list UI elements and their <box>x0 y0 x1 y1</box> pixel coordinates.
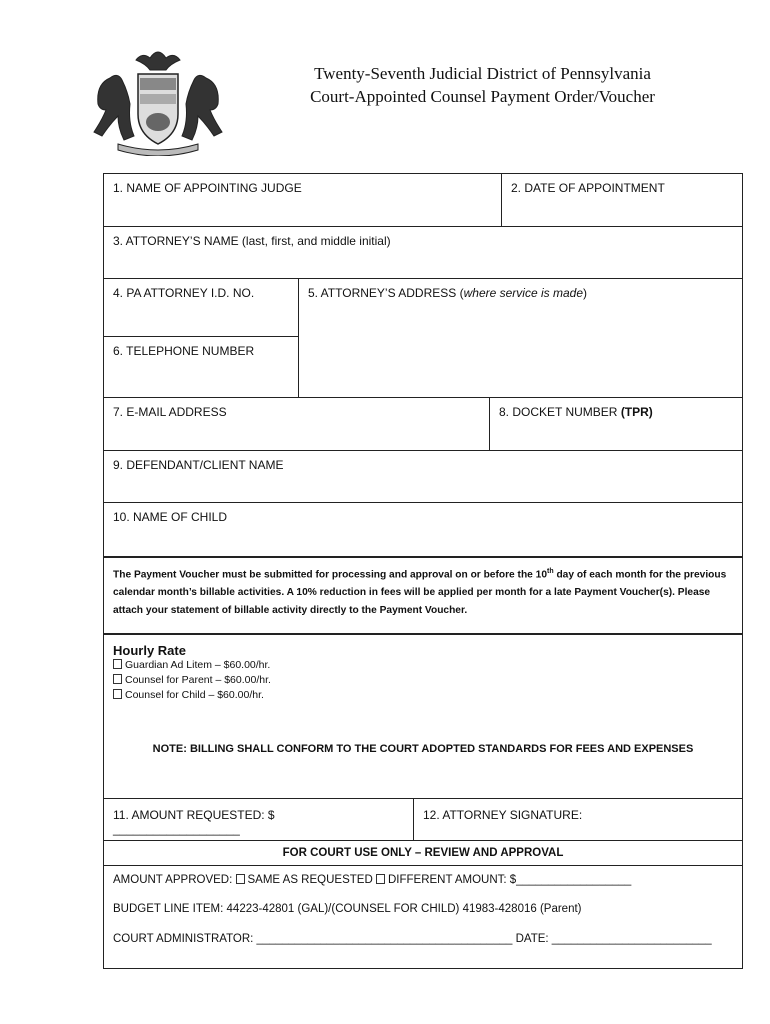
billing-note: NOTE: BILLING SHALL CONFORM TO THE COURT ADOPTED STANDARDS FOR FEES AND EXPENSES <box>152 743 694 755</box>
rate-label: Counsel for Parent – $60.00/hr. <box>125 674 271 686</box>
approved-label: AMOUNT APPROVED: <box>113 874 233 886</box>
field-label: 10. NAME OF CHILD <box>113 510 228 524</box>
notice-part-2: day of each month for the previous calendar month’s billable activities. A 10% reduction in fees will be applied per month for a late Payment Voucher(s). Please attach your statement of billable activity directly to the Payment Voucher. <box>113 569 727 617</box>
rate-parent[interactable] <box>113 673 733 688</box>
field-label-bold: (TPR) <box>620 405 653 419</box>
checkbox-icon[interactable] <box>113 659 122 669</box>
field-label: 5. ATTORNEY’S ADDRESS ( <box>308 286 464 300</box>
header-line-1: Twenty-Seventh Judicial District of Pennsylvania <box>314 64 651 83</box>
hourly-rate-section <box>104 635 742 798</box>
checkbox-icon[interactable] <box>113 689 122 699</box>
field-label: 1. NAME OF APPOINTING JUDGE <box>113 181 302 195</box>
budget-line-item: BUDGET LINE ITEM: 44223-42801 (GAL)/(COUNSEL FOR CHILD) 41983-428016 (Parent) <box>113 903 582 915</box>
court-use-title: FOR COURT USE ONLY – REVIEW AND APPROVAL <box>282 847 564 859</box>
field-label-end: ) <box>583 286 587 300</box>
field-attorney-address[interactable] <box>299 279 742 397</box>
header-line-2: Court-Appointed Counsel Payment Order/Voucher <box>310 87 655 106</box>
notice-superscript: th <box>547 568 554 575</box>
field-label-italic: where service is made <box>463 286 583 300</box>
field-label: 6. TELEPHONE NUMBER <box>113 344 255 358</box>
field-amount-requested[interactable] <box>104 799 414 840</box>
field-appointing-judge[interactable] <box>104 174 502 226</box>
checkbox-icon[interactable] <box>236 874 245 884</box>
field-label: 11. AMOUNT REQUESTED: $ ___________________ <box>113 808 275 836</box>
field-attorney-name[interactable] <box>104 227 742 278</box>
field-defendant-name[interactable] <box>104 451 742 502</box>
document-header <box>250 62 715 108</box>
field-label: 2. DATE OF APPOINTMENT <box>511 181 665 195</box>
field-docket-number[interactable] <box>490 398 742 450</box>
field-label: 12. ATTORNEY SIGNATURE: <box>423 808 583 822</box>
notice-part-1: The Payment Voucher must be submitted for processing and approval on or before the 10 <box>113 569 547 581</box>
field-attorney-id[interactable] <box>104 279 298 337</box>
court-administrator-line: COURT ADMINISTRATOR: ________________________________________ DATE: _________________________ <box>113 933 712 945</box>
submission-notice <box>104 558 742 633</box>
field-email[interactable] <box>104 398 490 450</box>
field-label: 8. DOCKET NUMBER <box>499 405 621 419</box>
field-label: 3. ATTORNEY’S NAME (last, first, and middle initial) <box>113 234 391 248</box>
voucher-form <box>103 173 743 969</box>
rate-child[interactable] <box>113 688 733 703</box>
court-review-section <box>104 866 742 968</box>
field-telephone[interactable] <box>104 337 298 397</box>
rate-label: Guardian Ad Litem – $60.00/hr. <box>125 659 271 671</box>
checkbox-icon[interactable] <box>113 674 122 684</box>
pennsylvania-seal-icon <box>88 44 228 156</box>
field-date-of-appointment[interactable] <box>502 174 742 226</box>
field-attorney-signature[interactable] <box>414 799 742 840</box>
field-child-name[interactable] <box>104 503 742 556</box>
rate-label: Counsel for Child – $60.00/hr. <box>125 689 264 701</box>
same-as-requested-label: SAME AS REQUESTED <box>247 874 373 886</box>
field-label: 9. DEFENDANT/CLIENT NAME <box>113 458 284 472</box>
amount-approved-line <box>113 874 733 886</box>
hourly-rate-title: Hourly Rate <box>113 643 186 658</box>
checkbox-icon[interactable] <box>376 874 385 884</box>
different-amount-label: DIFFERENT AMOUNT: $__________________ <box>387 874 632 886</box>
field-label: 7. E-MAIL ADDRESS <box>113 405 227 419</box>
rate-guardian[interactable] <box>113 658 733 673</box>
field-label: 4. PA ATTORNEY I.D. NO. <box>113 286 255 300</box>
